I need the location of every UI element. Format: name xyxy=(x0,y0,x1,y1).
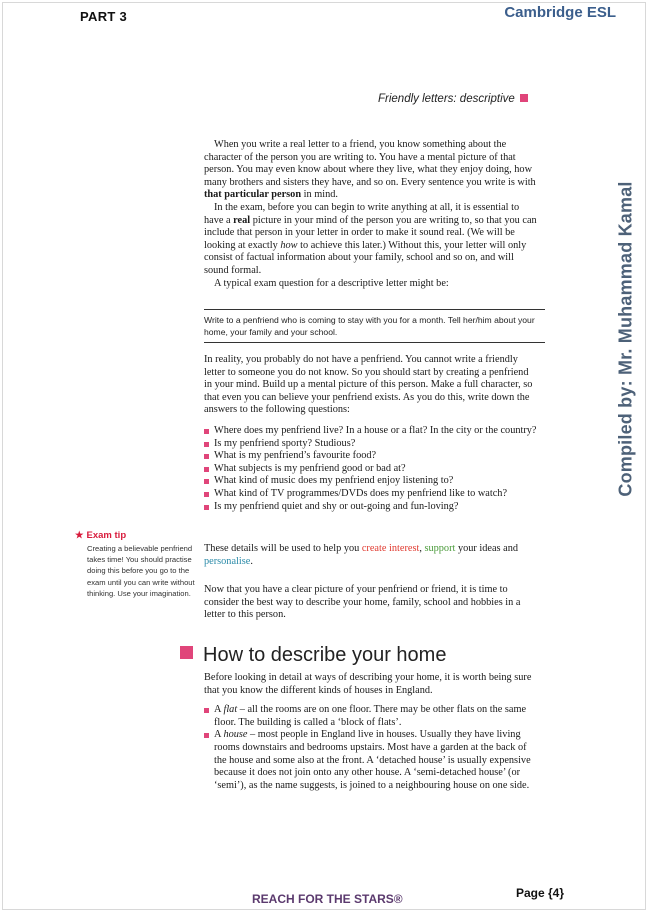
section-heading xyxy=(378,93,528,105)
details-text xyxy=(204,543,538,568)
pink-square-icon xyxy=(180,646,193,659)
house-term: house xyxy=(223,729,248,741)
intro-paragraph-1 xyxy=(204,139,538,202)
intro-p1-text: When you write a real letter to a friend, you know something about the character of the person you are writing to. You have a mental picture of that person. You may even know about where they live, what they enjoy doing, how many brothers and sisters they have, and so on. Every sentence you write is with xyxy=(204,139,536,188)
page-number: Page {4} xyxy=(516,886,565,900)
flat-term: flat xyxy=(223,704,238,716)
intro-p2-text: In the exam, before you can begin to write anything at all, it is essential to have a xyxy=(204,201,520,226)
howto-heading-text: How to describe your home xyxy=(203,644,447,666)
howto-heading xyxy=(180,644,446,667)
intro-p2-end: to achieve this later.) Without this, your letter will only consist of factual information about your family, school and so on, and will sound formal. xyxy=(204,239,527,276)
reality-section xyxy=(204,354,538,513)
list-item: Where does my penfriend live? In a house or a flat? In the city or the country? xyxy=(204,425,538,438)
star-icon: ★ xyxy=(75,530,84,541)
howto-section xyxy=(204,672,538,792)
section-heading-text: Friendly letters: descriptive xyxy=(378,93,515,105)
brand-title: Cambridge ESL xyxy=(504,4,616,21)
list-item xyxy=(204,729,538,792)
intro-p1-end: in mind. xyxy=(301,189,338,201)
list-item: What kind of music does my penfriend enjoy listening to? xyxy=(204,475,538,488)
details-paragraph xyxy=(204,543,538,568)
exam-tip-body: Creating a believable penfriend takes time! You should practise doing this before you go to the exam until you can write without thinking. Use your imagination. xyxy=(87,544,195,598)
flat-text: – all the rooms are on one floor. There may be other flats on the same floor. The building is called a ‘block of flats’. xyxy=(214,704,527,728)
details-b: , xyxy=(419,543,425,554)
part-label: PART 3 xyxy=(80,9,128,24)
details-c: your ideas and xyxy=(455,543,518,554)
footer-slogan: REACH FOR THE STARS® xyxy=(252,892,403,906)
exam-tip xyxy=(75,530,195,599)
details-d: . xyxy=(250,555,253,567)
house-types-list xyxy=(204,704,538,792)
intro-p2-mid: picture in your mind of the person you are writing to, so that you can include that person in your letter in order to make it sound real. (We will be looking at exactly xyxy=(204,214,537,251)
details-create-interest: create interest xyxy=(361,543,420,554)
intro-paragraph-2 xyxy=(204,202,538,278)
exam-tip-title-text: Exam tip xyxy=(86,530,127,541)
house-text: – most people in England live in houses. Usually they have living rooms downstairs and bedrooms upstairs. Most have a garden at the back of the house and some also at the front. A ‘detached house’ is usually expensive because it does not join onto any other house. A ‘semi-detached house’ (or ‘semi’), as the name suggests, is joined to a neighbouring house on one side. xyxy=(214,729,531,791)
details-support: support xyxy=(424,543,456,554)
list-item: Is my penfriend sporty? Studious? xyxy=(204,438,538,451)
flat-prefix: A xyxy=(214,704,224,716)
list-item: What subjects is my penfriend good or bad at? xyxy=(204,463,538,476)
intro-p2-italic: how xyxy=(280,239,298,251)
details-a: These details will be used to help you xyxy=(204,543,362,554)
now-paragraph xyxy=(204,584,538,622)
question-list xyxy=(204,425,538,513)
details-personalise: personalise xyxy=(204,555,251,567)
house-prefix: A xyxy=(214,729,224,741)
howto-intro: Before looking in detail at ways of describing your home, it is worth being sure that you know the different kinds of houses in England. xyxy=(204,672,532,696)
intro-p1-bold: that particular person xyxy=(204,189,302,201)
exam-question-text: Write to a penfriend who is coming to stay with you for a month. Tell her/him about your home, your family and your school. xyxy=(204,315,535,337)
intro-p2-bold: real xyxy=(233,214,251,226)
exam-question-box xyxy=(204,309,545,343)
list-item: What is my penfriend’s favourite food? xyxy=(204,450,538,463)
side-credit xyxy=(611,150,641,528)
list-item: Is my penfriend quiet and shy or out-going and fun-loving? xyxy=(204,501,538,514)
intro-section xyxy=(204,139,538,290)
side-credit-text: Compiled by: Mr. Muhammad Kamal xyxy=(615,181,636,497)
reality-paragraph: In reality, you probably do not have a penfriend. You cannot write a friendly letter to someone you do not know. So you should start by creating a penfriend in your mind. Build up a mental picture of this person. Make a full character, so that even you can believe your penfriend exists. As you do this, write down the answers to the following questions: xyxy=(204,354,533,416)
pink-square-icon xyxy=(520,94,528,102)
intro-paragraph-3: A typical exam question for a descriptive letter might be: xyxy=(214,277,449,289)
list-item xyxy=(204,704,538,729)
list-item: What kind of TV programmes/DVDs does my penfriend like to watch? xyxy=(204,488,538,501)
now-paragraph-text: Now that you have a clear picture of your penfriend or friend, it is time to consider the best way to describe your home, family, school and hobbies in a letter to this person. xyxy=(204,584,521,621)
exam-tip-title xyxy=(75,530,195,541)
